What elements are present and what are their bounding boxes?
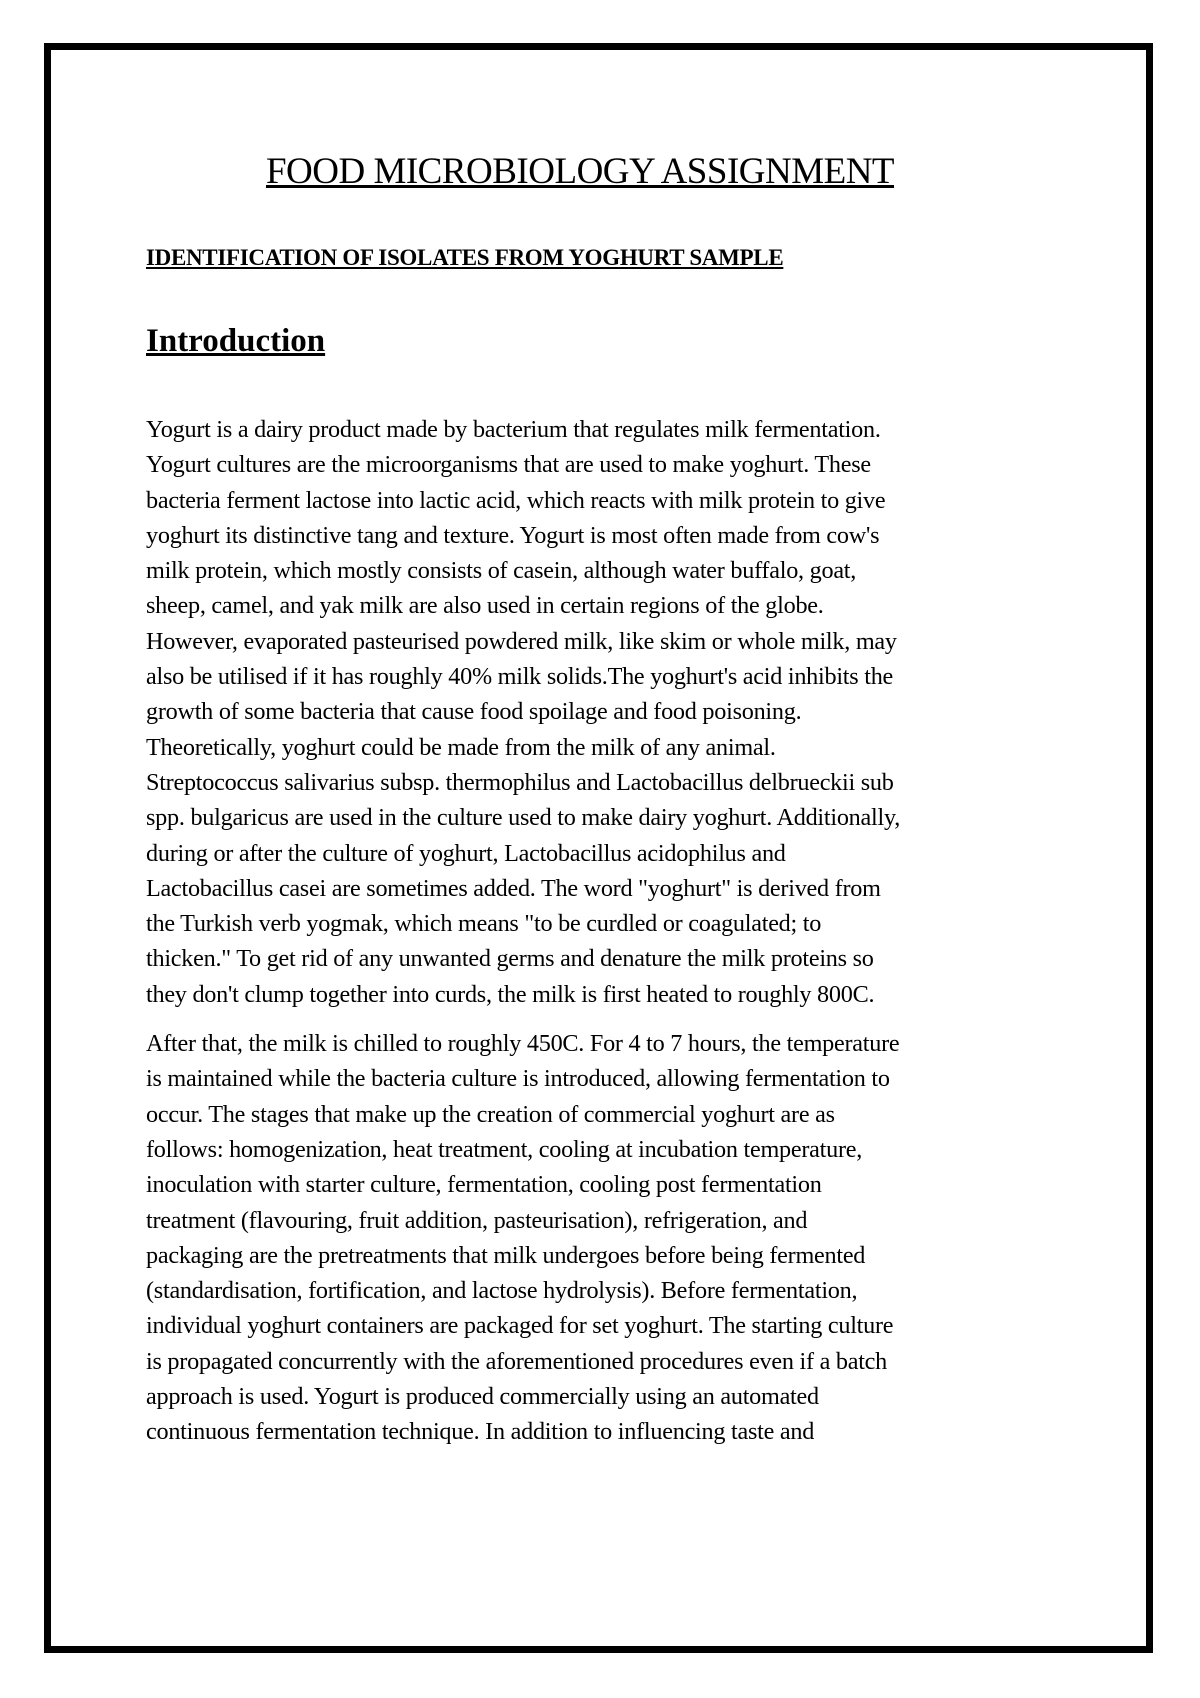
paragraph-line: is propagated concurrently with the aforementioned procedures even if a batch [146, 1347, 888, 1375]
paragraph-1 [146, 412, 1066, 1012]
paragraph-line: packaging are the pretreatments that milk undergoes before being fermented [146, 1241, 866, 1269]
paragraph-line: However, evaporated pasteurised powdered milk, like skim or whole milk, may [146, 627, 897, 655]
paragraph-line: yoghurt its distinctive tang and texture. Yogurt is most often made from cow's [146, 521, 880, 549]
paragraph-line: they don't clump together into curds, the milk is first heated to roughly 800C. [146, 980, 875, 1008]
document-body [146, 150, 1066, 1450]
paragraph-line: inoculation with starter culture, fermentation, cooling post fermentation [146, 1171, 822, 1199]
paragraph-line: Lactobacillus casei are sometimes added. The word "yoghurt" is derived from [146, 874, 881, 902]
section-heading-introduction: Introduction [146, 323, 326, 359]
paragraph-line: milk protein, which mostly consists of casein, although water buffalo, goat, [146, 557, 857, 585]
paragraph-line: thicken." To get rid of any unwanted germs and denature the milk proteins so [146, 945, 874, 973]
paragraph-line: growth of some bacteria that cause food spoilage and food poisoning. [146, 698, 802, 726]
paragraph-line: follows: homogenization, heat treatment, cooling at incubation temperature, [146, 1135, 863, 1163]
paragraph-line: approach is used. Yogurt is produced commercially using an automated [146, 1383, 819, 1411]
paragraph-line: the Turkish verb yogmak, which means "to be curdled or coagulated; to [146, 910, 822, 938]
paragraph-line: Yogurt cultures are the microorganisms that are used to make yoghurt. These [146, 451, 871, 479]
paragraph-line: spp. bulgaricus are used in the culture used to make dairy yoghurt. Additionally, [146, 804, 901, 832]
paragraph-line: continuous fermentation technique. In addition to influencing taste and [146, 1418, 815, 1446]
document-subtitle: IDENTIFICATION OF ISOLATES FROM YOGHURT SAMPLE [146, 245, 784, 270]
paragraph-line: Streptococcus salivarius subsp. thermophilus and Lactobacillus delbrueckii sub [146, 768, 894, 796]
document-title: FOOD MICROBIOLOGY ASSIGNMENT [265, 151, 895, 192]
paragraph-line: Theoretically, yoghurt could be made from the milk of any animal. [146, 733, 776, 761]
paragraph-line: After that, the milk is chilled to roughly 450C. For 4 to 7 hours, the temperature [146, 1030, 900, 1058]
paragraph-line: individual yoghurt containers are packaged for set yoghurt. The starting culture [146, 1312, 894, 1340]
paragraph-line: (standardisation, fortification, and lactose hydrolysis). Before fermentation, [146, 1277, 858, 1305]
paragraph-line: is maintained while the bacteria culture is introduced, allowing fermentation to [146, 1065, 890, 1093]
paragraph-line: occur. The stages that make up the creation of commercial yoghurt are as [146, 1100, 835, 1128]
paragraph-line: Yogurt is a dairy product made by bacterium that regulates milk fermentation. [146, 416, 881, 443]
paragraph-2 [146, 1026, 1066, 1450]
paragraph-line: bacteria ferment lactose into lactic acid, which reacts with milk protein to give [146, 486, 886, 514]
paragraph-line: treatment (flavouring, fruit addition, pasteurisation), refrigeration, and [146, 1206, 808, 1234]
paragraph-line: sheep, camel, and yak milk are also used in certain regions of the globe. [146, 592, 824, 620]
paragraph-line: during or after the culture of yoghurt, Lactobacillus acidophilus and [146, 839, 786, 867]
paragraph-line: also be utilised if it has roughly 40% milk solids.The yoghurt's acid inhibits the [146, 663, 894, 691]
